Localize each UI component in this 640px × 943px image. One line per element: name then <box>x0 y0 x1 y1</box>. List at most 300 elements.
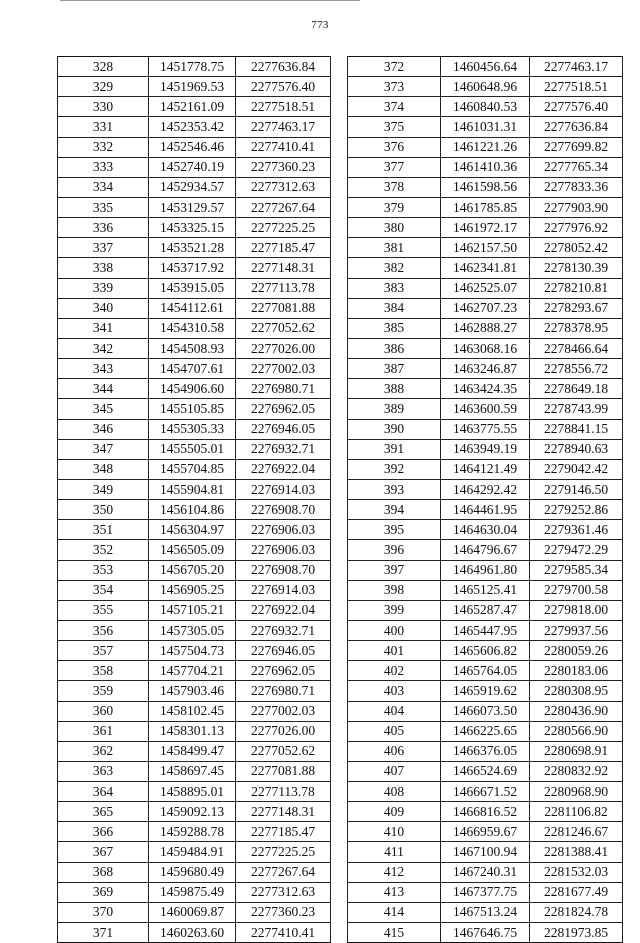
table-row <box>348 802 623 822</box>
table-row <box>58 560 331 580</box>
x-coordinate-cell: 1462888.27 <box>441 318 530 338</box>
y-coordinate-cell: 2277026.00 <box>236 721 331 741</box>
x-coordinate-cell: 1464121.49 <box>441 459 530 479</box>
y-coordinate-cell: 2277185.47 <box>236 822 331 842</box>
x-coordinate-cell: 1465287.47 <box>441 600 530 620</box>
x-coordinate-cell: 1463424.35 <box>441 379 530 399</box>
table-row <box>58 520 331 540</box>
point-number-cell: 414 <box>348 902 441 922</box>
point-number-cell: 391 <box>348 439 441 459</box>
y-coordinate-cell: 2279818.00 <box>530 600 623 620</box>
point-number-cell: 331 <box>58 117 149 137</box>
x-coordinate-cell: 1454707.61 <box>149 359 236 379</box>
y-coordinate-cell: 2278466.64 <box>530 338 623 358</box>
point-number-cell: 353 <box>58 560 149 580</box>
x-coordinate-cell: 1451969.53 <box>149 77 236 97</box>
y-coordinate-cell: 2280832.92 <box>530 761 623 781</box>
x-coordinate-cell: 1461031.31 <box>441 117 530 137</box>
point-number-cell: 409 <box>348 802 441 822</box>
y-coordinate-cell: 2277185.47 <box>236 238 331 258</box>
point-number-cell: 375 <box>348 117 441 137</box>
table-row <box>58 802 331 822</box>
table-row <box>58 842 331 862</box>
point-number-cell: 362 <box>58 741 149 761</box>
x-coordinate-cell: 1453521.28 <box>149 238 236 258</box>
y-coordinate-cell: 2279585.34 <box>530 560 623 580</box>
point-number-cell: 335 <box>58 197 149 217</box>
y-coordinate-cell: 2277002.03 <box>236 701 331 721</box>
x-coordinate-cell: 1467646.75 <box>441 923 530 943</box>
y-coordinate-cell: 2278130.39 <box>530 258 623 278</box>
table-row <box>348 782 623 802</box>
table-row <box>348 761 623 781</box>
x-coordinate-cell: 1452546.46 <box>149 137 236 157</box>
table-row <box>58 661 331 681</box>
y-coordinate-cell: 2279472.29 <box>530 540 623 560</box>
table-row <box>58 761 331 781</box>
y-coordinate-cell: 2277410.41 <box>236 137 331 157</box>
y-coordinate-cell: 2280698.91 <box>530 741 623 761</box>
point-number-cell: 341 <box>58 318 149 338</box>
table-row <box>348 681 623 701</box>
x-coordinate-cell: 1455505.01 <box>149 439 236 459</box>
table-row <box>58 782 331 802</box>
x-coordinate-cell: 1464461.95 <box>441 500 530 520</box>
y-coordinate-cell: 2277081.88 <box>236 761 331 781</box>
x-coordinate-cell: 1464961.80 <box>441 560 530 580</box>
table-row <box>58 459 331 479</box>
y-coordinate-cell: 2276946.05 <box>236 641 331 661</box>
table-row <box>348 701 623 721</box>
x-coordinate-cell: 1458697.45 <box>149 761 236 781</box>
y-coordinate-cell: 2276962.05 <box>236 399 331 419</box>
table-row <box>348 258 623 278</box>
x-coordinate-cell: 1452353.42 <box>149 117 236 137</box>
x-coordinate-cell: 1462525.07 <box>441 278 530 298</box>
y-coordinate-cell: 2277636.84 <box>236 57 331 77</box>
x-coordinate-cell: 1466225.65 <box>441 721 530 741</box>
point-number-cell: 348 <box>58 459 149 479</box>
x-coordinate-cell: 1465606.82 <box>441 641 530 661</box>
y-coordinate-cell: 2277052.62 <box>236 741 331 761</box>
y-coordinate-cell: 2281973.85 <box>530 923 623 943</box>
table-row <box>348 399 623 419</box>
x-coordinate-cell: 1466376.05 <box>441 741 530 761</box>
y-coordinate-cell: 2277312.63 <box>236 882 331 902</box>
point-number-cell: 386 <box>348 338 441 358</box>
point-number-cell: 378 <box>348 177 441 197</box>
point-number-cell: 370 <box>58 902 149 922</box>
table-row <box>348 520 623 540</box>
y-coordinate-cell: 2277267.64 <box>236 197 331 217</box>
y-coordinate-cell: 2279146.50 <box>530 479 623 499</box>
y-coordinate-cell: 2281106.82 <box>530 802 623 822</box>
x-coordinate-cell: 1462341.81 <box>441 258 530 278</box>
point-number-cell: 406 <box>348 741 441 761</box>
point-number-cell: 397 <box>348 560 441 580</box>
y-coordinate-cell: 2277518.51 <box>530 77 623 97</box>
table-row <box>58 298 331 318</box>
x-coordinate-cell: 1460263.60 <box>149 923 236 943</box>
table-row <box>348 238 623 258</box>
x-coordinate-cell: 1465447.95 <box>441 620 530 640</box>
x-coordinate-cell: 1456304.97 <box>149 520 236 540</box>
point-number-cell: 358 <box>58 661 149 681</box>
y-coordinate-cell: 2276908.70 <box>236 500 331 520</box>
table-row <box>348 580 623 600</box>
y-coordinate-cell: 2277463.17 <box>530 57 623 77</box>
y-coordinate-cell: 2277518.51 <box>236 97 331 117</box>
x-coordinate-cell: 1454906.60 <box>149 379 236 399</box>
table-row <box>58 157 331 177</box>
point-number-cell: 330 <box>58 97 149 117</box>
x-coordinate-cell: 1461972.17 <box>441 218 530 238</box>
table-row <box>58 117 331 137</box>
x-coordinate-cell: 1463600.59 <box>441 399 530 419</box>
x-coordinate-cell: 1463068.16 <box>441 338 530 358</box>
point-number-cell: 354 <box>58 580 149 600</box>
y-coordinate-cell: 2276962.05 <box>236 661 331 681</box>
y-coordinate-cell: 2281388.41 <box>530 842 623 862</box>
y-coordinate-cell: 2277081.88 <box>236 298 331 318</box>
x-coordinate-cell: 1457504.73 <box>149 641 236 661</box>
x-coordinate-cell: 1457903.46 <box>149 681 236 701</box>
x-coordinate-cell: 1463775.55 <box>441 419 530 439</box>
point-number-cell: 410 <box>348 822 441 842</box>
table-row <box>58 359 331 379</box>
point-number-cell: 376 <box>348 137 441 157</box>
point-number-cell: 355 <box>58 600 149 620</box>
point-number-cell: 411 <box>348 842 441 862</box>
point-number-cell: 405 <box>348 721 441 741</box>
point-number-cell: 380 <box>348 218 441 238</box>
table-row <box>58 741 331 761</box>
y-coordinate-cell: 2280059.26 <box>530 641 623 661</box>
point-number-cell: 396 <box>348 540 441 560</box>
table-row <box>348 298 623 318</box>
x-coordinate-cell: 1464796.67 <box>441 540 530 560</box>
y-coordinate-cell: 2280308.95 <box>530 681 623 701</box>
point-number-cell: 346 <box>58 419 149 439</box>
point-number-cell: 368 <box>58 862 149 882</box>
point-number-cell: 384 <box>348 298 441 318</box>
table-row <box>348 882 623 902</box>
y-coordinate-cell: 2281532.03 <box>530 862 623 882</box>
point-number-cell: 383 <box>348 278 441 298</box>
table-row <box>348 338 623 358</box>
table-row <box>58 318 331 338</box>
table-row <box>348 540 623 560</box>
table-row <box>58 218 331 238</box>
y-coordinate-cell: 2276908.70 <box>236 560 331 580</box>
y-coordinate-cell: 2276980.71 <box>236 681 331 701</box>
table-row <box>348 923 623 943</box>
table-row <box>348 479 623 499</box>
x-coordinate-cell: 1457305.05 <box>149 620 236 640</box>
point-number-cell: 338 <box>58 258 149 278</box>
x-coordinate-cell: 1459288.78 <box>149 822 236 842</box>
table-row <box>348 117 623 137</box>
x-coordinate-cell: 1456104.86 <box>149 500 236 520</box>
x-coordinate-cell: 1459484.91 <box>149 842 236 862</box>
table-row <box>58 379 331 399</box>
table-row <box>348 177 623 197</box>
table-row <box>58 600 331 620</box>
table-row <box>58 399 331 419</box>
x-coordinate-cell: 1458895.01 <box>149 782 236 802</box>
x-coordinate-cell: 1451778.75 <box>149 57 236 77</box>
x-coordinate-cell: 1463246.87 <box>441 359 530 379</box>
point-number-cell: 398 <box>348 580 441 600</box>
table-row <box>58 500 331 520</box>
x-coordinate-cell: 1467100.94 <box>441 842 530 862</box>
table-row <box>348 197 623 217</box>
y-coordinate-cell: 2278293.67 <box>530 298 623 318</box>
x-coordinate-cell: 1462157.50 <box>441 238 530 258</box>
table-row <box>58 439 331 459</box>
point-number-cell: 374 <box>348 97 441 117</box>
y-coordinate-cell: 2277026.00 <box>236 338 331 358</box>
point-number-cell: 400 <box>348 620 441 640</box>
x-coordinate-cell: 1458102.45 <box>149 701 236 721</box>
x-coordinate-cell: 1466816.52 <box>441 802 530 822</box>
table-row <box>348 77 623 97</box>
table-row <box>58 479 331 499</box>
point-number-cell: 357 <box>58 641 149 661</box>
x-coordinate-cell: 1456905.25 <box>149 580 236 600</box>
point-number-cell: 388 <box>348 379 441 399</box>
coordinates-table-left <box>57 56 331 943</box>
table-row <box>348 278 623 298</box>
point-number-cell: 402 <box>348 661 441 681</box>
x-coordinate-cell: 1457704.21 <box>149 661 236 681</box>
x-coordinate-cell: 1455704.85 <box>149 459 236 479</box>
table-row <box>348 379 623 399</box>
y-coordinate-cell: 2277148.31 <box>236 802 331 822</box>
table-row <box>58 177 331 197</box>
x-coordinate-cell: 1456505.09 <box>149 540 236 560</box>
y-coordinate-cell: 2277833.36 <box>530 177 623 197</box>
y-coordinate-cell: 2276980.71 <box>236 379 331 399</box>
table-row <box>348 600 623 620</box>
y-coordinate-cell: 2280183.06 <box>530 661 623 681</box>
y-coordinate-cell: 2278649.18 <box>530 379 623 399</box>
point-number-cell: 345 <box>58 399 149 419</box>
x-coordinate-cell: 1467513.24 <box>441 902 530 922</box>
x-coordinate-cell: 1460456.64 <box>441 57 530 77</box>
point-number-cell: 332 <box>58 137 149 157</box>
y-coordinate-cell: 2277052.62 <box>236 318 331 338</box>
y-coordinate-cell: 2281246.67 <box>530 822 623 842</box>
y-coordinate-cell: 2277267.64 <box>236 862 331 882</box>
table-row <box>58 620 331 640</box>
x-coordinate-cell: 1461410.36 <box>441 157 530 177</box>
table-row <box>348 661 623 681</box>
y-coordinate-cell: 2278841.15 <box>530 419 623 439</box>
x-coordinate-cell: 1465764.05 <box>441 661 530 681</box>
table-row <box>348 741 623 761</box>
y-coordinate-cell: 2278378.95 <box>530 318 623 338</box>
point-number-cell: 367 <box>58 842 149 862</box>
x-coordinate-cell: 1455105.85 <box>149 399 236 419</box>
x-coordinate-cell: 1460840.53 <box>441 97 530 117</box>
point-number-cell: 359 <box>58 681 149 701</box>
x-coordinate-cell: 1458301.13 <box>149 721 236 741</box>
point-number-cell: 394 <box>348 500 441 520</box>
point-number-cell: 392 <box>348 459 441 479</box>
point-number-cell: 328 <box>58 57 149 77</box>
x-coordinate-cell: 1453915.05 <box>149 278 236 298</box>
y-coordinate-cell: 2276914.03 <box>236 580 331 600</box>
point-number-cell: 365 <box>58 802 149 822</box>
point-number-cell: 371 <box>58 923 149 943</box>
point-number-cell: 393 <box>348 479 441 499</box>
x-coordinate-cell: 1455904.81 <box>149 479 236 499</box>
y-coordinate-cell: 2278052.42 <box>530 238 623 258</box>
point-number-cell: 334 <box>58 177 149 197</box>
table-row <box>58 862 331 882</box>
y-coordinate-cell: 2279937.56 <box>530 620 623 640</box>
y-coordinate-cell: 2276932.71 <box>236 439 331 459</box>
table-row <box>58 540 331 560</box>
point-number-cell: 369 <box>58 882 149 902</box>
table-row <box>348 560 623 580</box>
y-coordinate-cell: 2280566.90 <box>530 721 623 741</box>
y-coordinate-cell: 2281824.78 <box>530 902 623 922</box>
y-coordinate-cell: 2276906.03 <box>236 540 331 560</box>
table-row <box>348 500 623 520</box>
point-number-cell: 342 <box>58 338 149 358</box>
table-row <box>58 57 331 77</box>
table-row <box>58 923 331 943</box>
point-number-cell: 382 <box>348 258 441 278</box>
table-row <box>348 459 623 479</box>
point-number-cell: 412 <box>348 862 441 882</box>
page-number: 773 <box>311 19 329 31</box>
point-number-cell: 373 <box>348 77 441 97</box>
point-number-cell: 363 <box>58 761 149 781</box>
table-row <box>58 238 331 258</box>
table-row <box>348 822 623 842</box>
point-number-cell: 379 <box>348 197 441 217</box>
point-number-cell: 360 <box>58 701 149 721</box>
x-coordinate-cell: 1453717.92 <box>149 258 236 278</box>
x-coordinate-cell: 1463949.19 <box>441 439 530 459</box>
point-number-cell: 390 <box>348 419 441 439</box>
y-coordinate-cell: 2280968.90 <box>530 782 623 802</box>
point-number-cell: 399 <box>348 600 441 620</box>
x-coordinate-cell: 1458499.47 <box>149 741 236 761</box>
y-coordinate-cell: 2277148.31 <box>236 258 331 278</box>
x-coordinate-cell: 1454112.61 <box>149 298 236 318</box>
point-number-cell: 408 <box>348 782 441 802</box>
point-number-cell: 349 <box>58 479 149 499</box>
y-coordinate-cell: 2277576.40 <box>530 97 623 117</box>
point-number-cell: 337 <box>58 238 149 258</box>
point-number-cell: 356 <box>58 620 149 640</box>
y-coordinate-cell: 2281677.49 <box>530 882 623 902</box>
table-row <box>348 862 623 882</box>
y-coordinate-cell: 2277225.25 <box>236 218 331 238</box>
y-coordinate-cell: 2280436.90 <box>530 701 623 721</box>
x-coordinate-cell: 1460069.87 <box>149 902 236 922</box>
y-coordinate-cell: 2278556.72 <box>530 359 623 379</box>
x-coordinate-cell: 1454310.58 <box>149 318 236 338</box>
x-coordinate-cell: 1461221.26 <box>441 137 530 157</box>
y-coordinate-cell: 2276946.05 <box>236 419 331 439</box>
y-coordinate-cell: 2279042.42 <box>530 459 623 479</box>
x-coordinate-cell: 1453325.15 <box>149 218 236 238</box>
point-number-cell: 347 <box>58 439 149 459</box>
x-coordinate-cell: 1462707.23 <box>441 298 530 318</box>
x-coordinate-cell: 1459680.49 <box>149 862 236 882</box>
point-number-cell: 361 <box>58 721 149 741</box>
y-coordinate-cell: 2277002.03 <box>236 359 331 379</box>
y-coordinate-cell: 2277360.23 <box>236 902 331 922</box>
y-coordinate-cell: 2276914.03 <box>236 479 331 499</box>
point-number-cell: 404 <box>348 701 441 721</box>
table-row <box>348 359 623 379</box>
table-row <box>348 318 623 338</box>
y-coordinate-cell: 2277360.23 <box>236 157 331 177</box>
point-number-cell: 372 <box>348 57 441 77</box>
y-coordinate-cell: 2279361.46 <box>530 520 623 540</box>
point-number-cell: 407 <box>348 761 441 781</box>
table-row <box>348 641 623 661</box>
table-row <box>58 197 331 217</box>
y-coordinate-cell: 2276922.04 <box>236 459 331 479</box>
x-coordinate-cell: 1467377.75 <box>441 882 530 902</box>
x-coordinate-cell: 1454508.93 <box>149 338 236 358</box>
y-coordinate-cell: 2277576.40 <box>236 77 331 97</box>
x-coordinate-cell: 1459875.49 <box>149 882 236 902</box>
table-row <box>58 278 331 298</box>
table-row <box>58 902 331 922</box>
x-coordinate-cell: 1465125.41 <box>441 580 530 600</box>
x-coordinate-cell: 1465919.62 <box>441 681 530 701</box>
y-coordinate-cell: 2277312.63 <box>236 177 331 197</box>
x-coordinate-cell: 1467240.31 <box>441 862 530 882</box>
point-number-cell: 377 <box>348 157 441 177</box>
point-number-cell: 366 <box>58 822 149 842</box>
x-coordinate-cell: 1466959.67 <box>441 822 530 842</box>
y-coordinate-cell: 2277225.25 <box>236 842 331 862</box>
x-coordinate-cell: 1452161.09 <box>149 97 236 117</box>
table-row <box>58 721 331 741</box>
x-coordinate-cell: 1464292.42 <box>441 479 530 499</box>
y-coordinate-cell: 2277903.90 <box>530 197 623 217</box>
table-row <box>58 97 331 117</box>
point-number-cell: 389 <box>348 399 441 419</box>
y-coordinate-cell: 2279700.58 <box>530 580 623 600</box>
y-coordinate-cell: 2276922.04 <box>236 600 331 620</box>
x-coordinate-cell: 1459092.13 <box>149 802 236 822</box>
y-coordinate-cell: 2277636.84 <box>530 117 623 137</box>
y-coordinate-cell: 2277463.17 <box>236 117 331 137</box>
x-coordinate-cell: 1453129.57 <box>149 197 236 217</box>
table-row <box>348 721 623 741</box>
table-row <box>58 641 331 661</box>
point-number-cell: 364 <box>58 782 149 802</box>
y-coordinate-cell: 2277113.78 <box>236 278 331 298</box>
table-row <box>58 137 331 157</box>
table-row <box>58 419 331 439</box>
y-coordinate-cell: 2277410.41 <box>236 923 331 943</box>
point-number-cell: 351 <box>58 520 149 540</box>
y-coordinate-cell: 2277976.92 <box>530 218 623 238</box>
y-coordinate-cell: 2277699.82 <box>530 137 623 157</box>
point-number-cell: 343 <box>58 359 149 379</box>
